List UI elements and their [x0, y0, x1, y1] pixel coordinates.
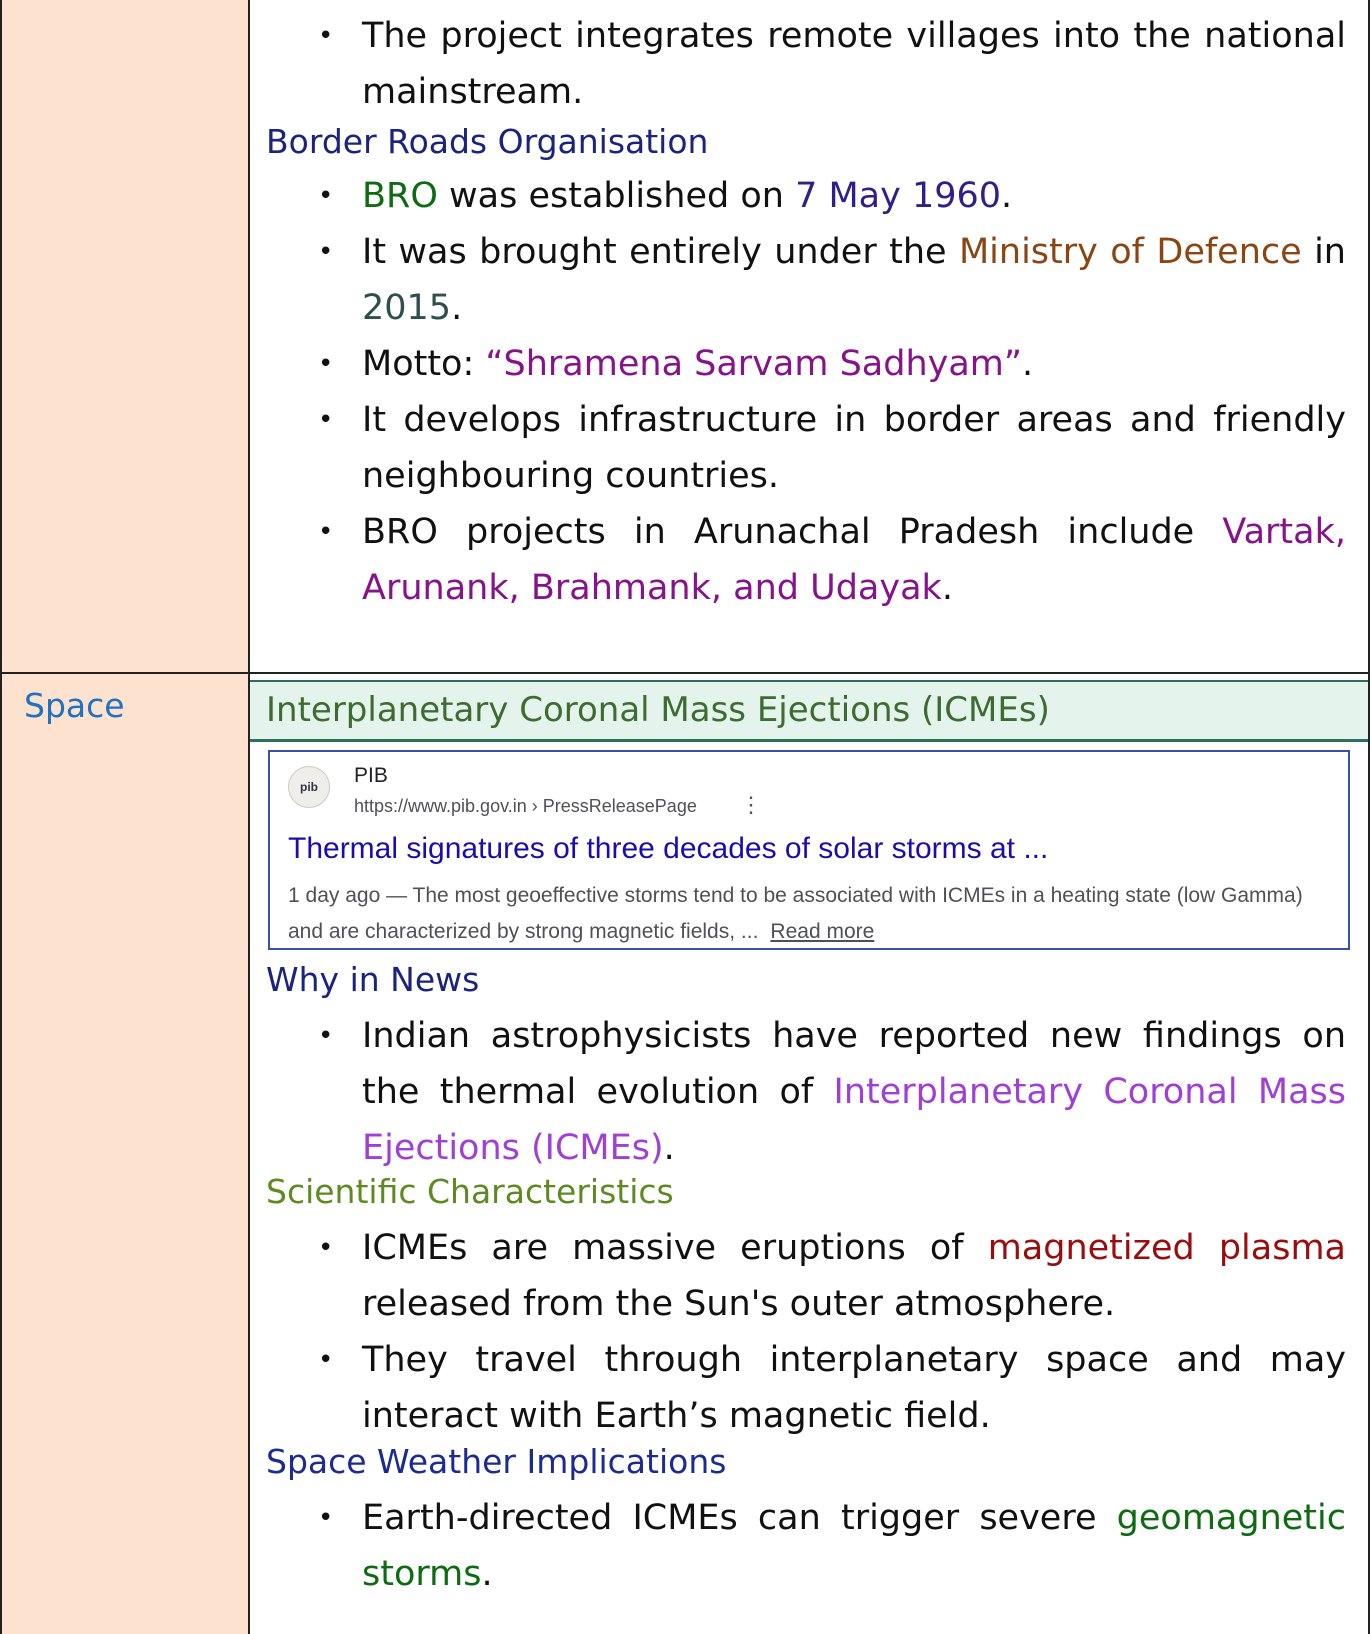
- list-item: • Earth-directed ICMEs can trigger severe geomagnetic storms.: [250, 1490, 1368, 1602]
- bro-bullet-list: [250, 168, 1368, 616]
- table-row-space: [0, 674, 1370, 1634]
- list-item: • It develops infrastructure in border areas and friendly neighbouring countries.: [250, 392, 1368, 504]
- subject-cell-empty: [0, 0, 250, 674]
- list-item: • Motto: “Shramena Sarvam Sadhyam”.: [250, 336, 1368, 392]
- content-cell-icme: [250, 674, 1370, 1634]
- heading-bro: Border Roads Organisation: [266, 122, 709, 161]
- pib-logo-icon: pib: [288, 766, 330, 808]
- list-item: • It was brought entirely under the Ministry of Defence in 2015.: [250, 224, 1368, 336]
- list-item: • They travel through interplanetary space and may interact with Earth’s magnetic field.: [250, 1332, 1368, 1444]
- topic-title: Interplanetary Coronal Mass Ejections (ICMEs): [266, 690, 1050, 730]
- topic-band: [250, 680, 1368, 742]
- list-item: • Indian astrophysicists have reported new findings on the thermal evolution of Interplanetary Coronal Mass Ejections (ICMEs).: [250, 1008, 1368, 1176]
- intro-bullet-list: [250, 8, 1368, 120]
- more-options-icon[interactable]: ⋮: [740, 792, 762, 817]
- list-item: • BRO was established on 7 May 1960.: [250, 168, 1368, 224]
- search-result-card: [268, 750, 1350, 950]
- result-url[interactable]: https://www.pib.gov.in › PressReleasePage: [354, 796, 697, 816]
- list-item: • BRO projects in Arunachal Pradesh include Vartak, Arunank, Brahmank, and Udayak.: [250, 504, 1368, 616]
- heading-why-in-news: Why in News: [266, 960, 480, 999]
- list-item: • The project integrates remote villages into the national mainstream.: [250, 8, 1368, 120]
- list-item: • ICMEs are massive eruptions of magnetized plasma released from the Sun's outer atmosphere.: [250, 1220, 1368, 1332]
- why-bullet-list: [250, 1008, 1368, 1176]
- result-site-name: PIB: [354, 764, 388, 787]
- content-cell-bro: [250, 0, 1370, 674]
- subject-cell-space: [0, 674, 250, 1634]
- read-more-link[interactable]: Read more: [770, 920, 875, 943]
- result-title-link[interactable]: Thermal signatures of three decades of solar storms at ...: [288, 832, 1049, 865]
- weather-bullet-list: [250, 1490, 1368, 1602]
- sci-bullet-list: [250, 1220, 1368, 1444]
- table-row-defence: [0, 0, 1370, 674]
- heading-scientific-characteristics: Scientific Characteristics: [266, 1172, 674, 1211]
- heading-space-weather: Space Weather Implications: [266, 1442, 727, 1481]
- result-snippet: 1 day ago — The most geoeffective storms tend to be associated with ICMEs in a heating state (low Gamma) and are characterized by strong magnetic fields, ... Read more: [288, 884, 1303, 943]
- subject-label: Space: [24, 686, 125, 725]
